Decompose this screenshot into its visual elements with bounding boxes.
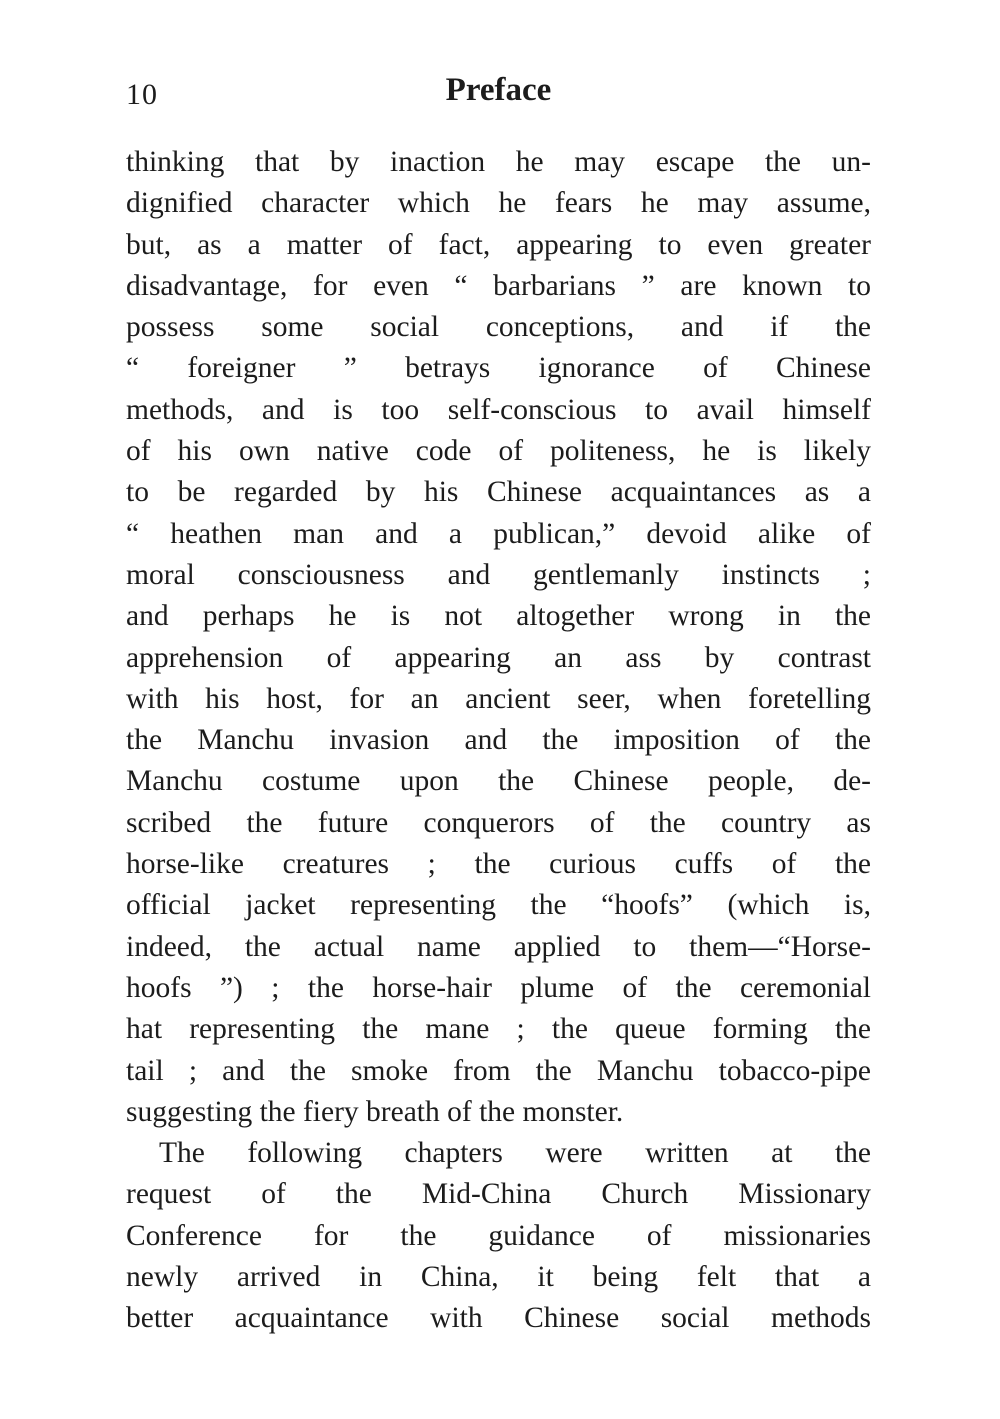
text-line: The following chapters were written at the <box>159 1137 871 1170</box>
text-line: Conference for the guidance of missionaries <box>126 1219 871 1252</box>
text-line: better acquaintance with Chinese social methods <box>126 1302 871 1335</box>
text-line: methods, and is too self-conscious to avail himself <box>126 393 871 426</box>
paragraph <box>126 1133 871 1339</box>
text-line: moral consciousness and gentlemanly instincts ; <box>126 558 871 591</box>
text-line: horse-like creatures ; the curious cuffs of the <box>126 848 871 881</box>
text-line: apprehension of appearing an ass by contrast <box>126 641 871 674</box>
page-number: 10 <box>126 78 158 111</box>
text-line: indeed, the actual name applied to them—“Horse- <box>126 930 871 963</box>
text-line: tail ; and the smoke from the Manchu tobacco-pipe <box>126 1054 871 1087</box>
text-line: dignified character which he fears he may assume, <box>126 187 871 220</box>
text-line: the Manchu invasion and the imposition of the <box>126 724 871 757</box>
text-line: “ foreigner ” betrays ignorance of Chinese <box>126 352 871 385</box>
running-head: Preface <box>445 72 552 108</box>
text-line: scribed the future conquerors of the country as <box>126 806 871 839</box>
text-line: request of the Mid-China Church Missionary <box>126 1178 871 1211</box>
text-line: hoofs ”) ; the horse-hair plume of the ceremonial <box>126 971 871 1004</box>
text-line: with his host, for an ancient seer, when foretelling <box>126 682 871 715</box>
text-line: “ heathen man and a publican,” devoid alike of <box>126 517 871 550</box>
text-line: hat representing the mane ; the queue forming the <box>126 1013 871 1046</box>
body-text <box>126 142 871 1340</box>
text-line: possess some social conceptions, and if the <box>126 311 871 344</box>
paragraph <box>126 142 871 1133</box>
text-line: suggesting the fiery breath of the monster. <box>126 1095 624 1128</box>
text-line: newly arrived in China, it being felt that a <box>126 1261 871 1294</box>
text-line: but, as a matter of fact, appearing to even greater <box>126 228 871 261</box>
text-line: Manchu costume upon the Chinese people, de- <box>126 765 871 798</box>
text-line: and perhaps he is not altogether wrong in the <box>126 600 871 633</box>
text-line: official jacket representing the “hoofs” (which is, <box>126 889 871 922</box>
text-line: thinking that by inaction he may escape the un- <box>126 146 871 178</box>
page-header <box>126 72 871 122</box>
text-line: disadvantage, for even “ barbarians ” are known to <box>126 269 871 302</box>
text-line: to be regarded by his Chinese acquaintances as a <box>126 476 871 509</box>
text-line: of his own native code of politeness, he is likely <box>126 435 871 468</box>
